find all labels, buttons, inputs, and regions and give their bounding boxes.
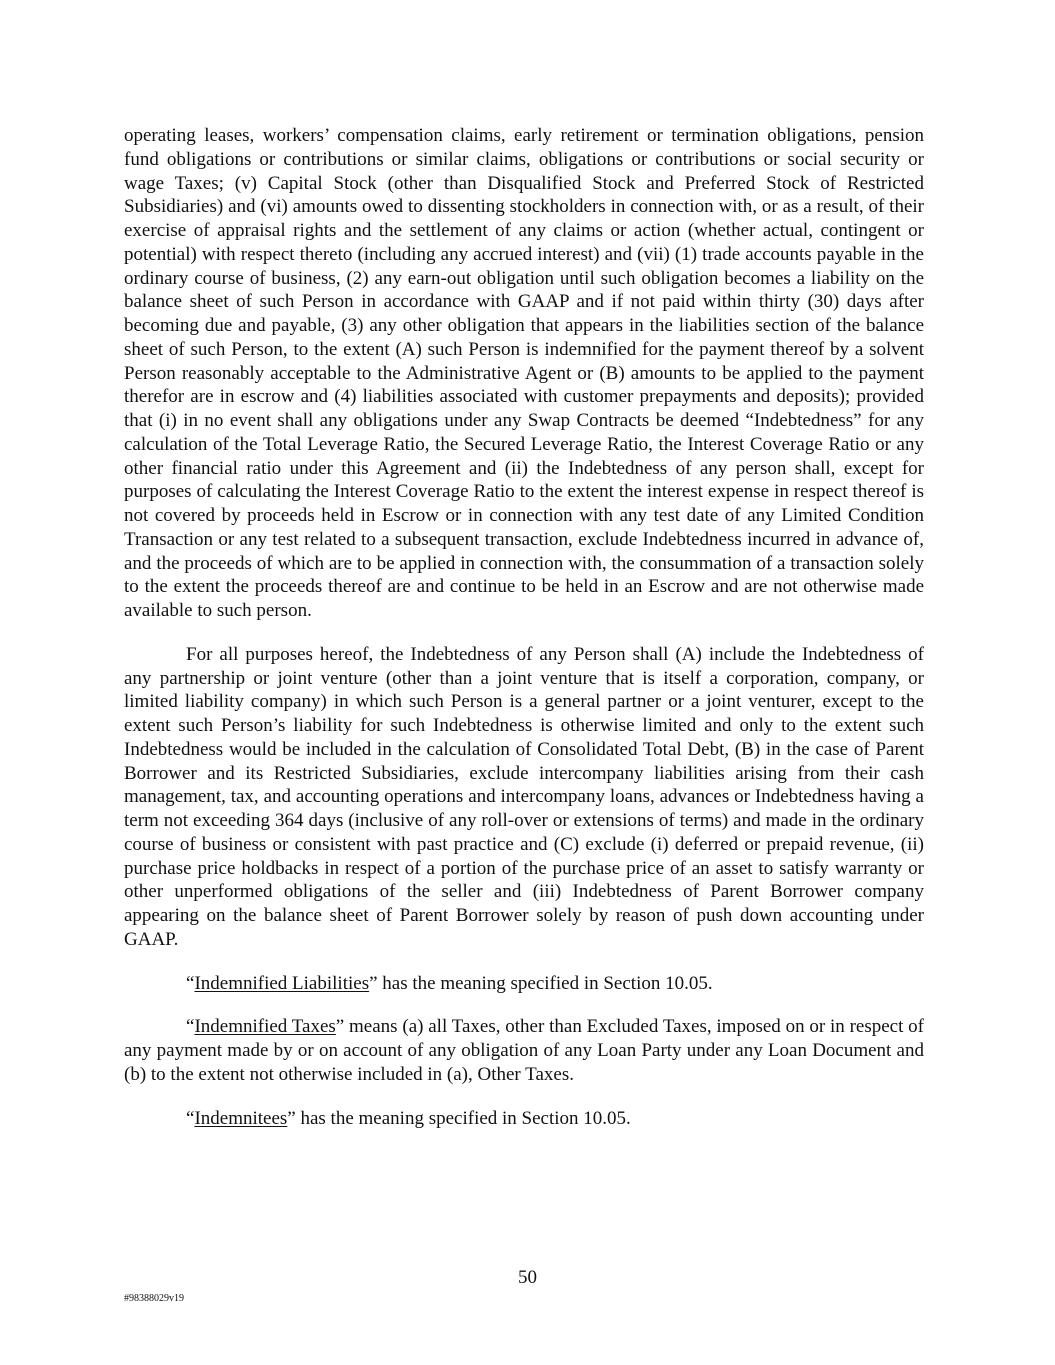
paragraph-indebtedness-continuation: operating leases, workers’ compensation claims, early retirement or termination obligations, pension fund obligations or contributions or similar claims, obligations or contributions or social security or wage Taxes; (v) Capital Stock (other than Disqualified Stock and Preferred Stock of Restricted Subsidiaries) and (vi) amounts owed to dissenting stockholders in connection with, or as a result, of their exercise of appraisal rights and the settlement of any claims or action (whether actual, contingent or potential) with respect thereto (including any accrued interest) and (vii) (1) trade accounts payable in the ordinary course of business, (2) any earn-out obligation until such obligation becomes a liability on the balance sheet of such Person in accordance with GAAP and if not paid within thirty (30) days after becoming due and payable, (3) any other obligation that appears in the liabilities section of the balance sheet of such Person, to the extent (A) such Person is indemnified for the payment thereof by a solvent Person reasonably acceptable to the Administrative Agent or (B) amounts to be applied to the payment therefor are in escrow and (4) liabilities associated with customer prepayments and deposits); provided that (i) in no event shall any obligations under any Swap Contracts be deemed “Indebtedness” for any calculation of the Total Leverage Ratio, the Secured Leverage Ratio, the Interest Coverage Ratio or any other financial ratio under this Agreement and (ii) the Indebtedness of any person shall, except for purposes of calculating the Interest Coverage Ratio to the extent the interest expense in respect thereof is not covered by proceeds held in Escrow or in connection with any test date of any Limited Condition Transaction or any test related to a subsequent transaction, exclude Indebtedness incurred in advance of, and the proceeds of which are to be applied in connection with, the consummation of a transaction solely to the extent the proceeds thereof are and continue to be held in an Escrow and are not otherwise made available to such person.: [124, 125, 924, 621]
definition-indemnified-taxes: [124, 1015, 924, 1086]
document-body: [124, 124, 924, 1150]
open-quote: “: [186, 1016, 195, 1038]
close-quote: ”: [287, 1107, 296, 1129]
definition-text: has the meaning specified in Section 10.05.: [295, 1107, 631, 1129]
document-id: #98388029v19: [124, 1293, 184, 1304]
open-quote: “: [186, 1107, 195, 1129]
close-quote: ”: [335, 1016, 345, 1038]
open-quote: “: [186, 972, 195, 994]
definition-indemnitees: [124, 1107, 924, 1131]
defined-term: Indemnified Liabilities: [194, 972, 370, 994]
defined-term: Indemnified Taxes: [194, 1016, 336, 1038]
page-number: 50: [518, 1267, 537, 1288]
definition-text: means (a) all Taxes, other than Excluded Taxes, imposed on or in respect of any payment made by or on account of any obligation of any Loan Party under any Loan Document and (b) to the extent not otherwise included in (a), Other Taxes.: [124, 1016, 924, 1085]
definition-text: has the meaning specified in Section 10.05.: [377, 972, 713, 994]
paragraph-indebtedness-all-purposes: For all purposes hereof, the Indebtedness of any Person shall (A) include the Indebtedness of any partnership or joint venture (other than a joint venture that is itself a corporation, company, or limited liability company) in which such Person is a general partner or a joint venturer, except to the extent such Person’s liability for such Indebtedness is otherwise limited and only to the extent such Indebtedness would be included in the calculation of Consolidated Total Debt, (B) in the case of Parent Borrower and its Restricted Subsidiaries, exclude intercompany liabilities arising from their cash management, tax, and accounting operations and intercompany loans, advances or Indebtedness having a term not exceeding 364 days (inclusive of any roll-over or extensions of terms) and made in the ordinary course of business or consistent with past practice and (C) exclude (i) deferred or prepaid revenue, (ii) purchase price holdbacks in respect of a portion of the purchase price of an asset to satisfy warranty or other unperformed obligations of the seller and (iii) Indebtedness of Parent Borrower company appearing on the balance sheet of Parent Borrower solely by reason of push down accounting under GAAP.: [124, 643, 924, 950]
defined-term: Indemnitees: [194, 1107, 288, 1129]
definition-indemnified-liabilities: [124, 972, 924, 996]
close-quote: ”: [369, 972, 378, 994]
